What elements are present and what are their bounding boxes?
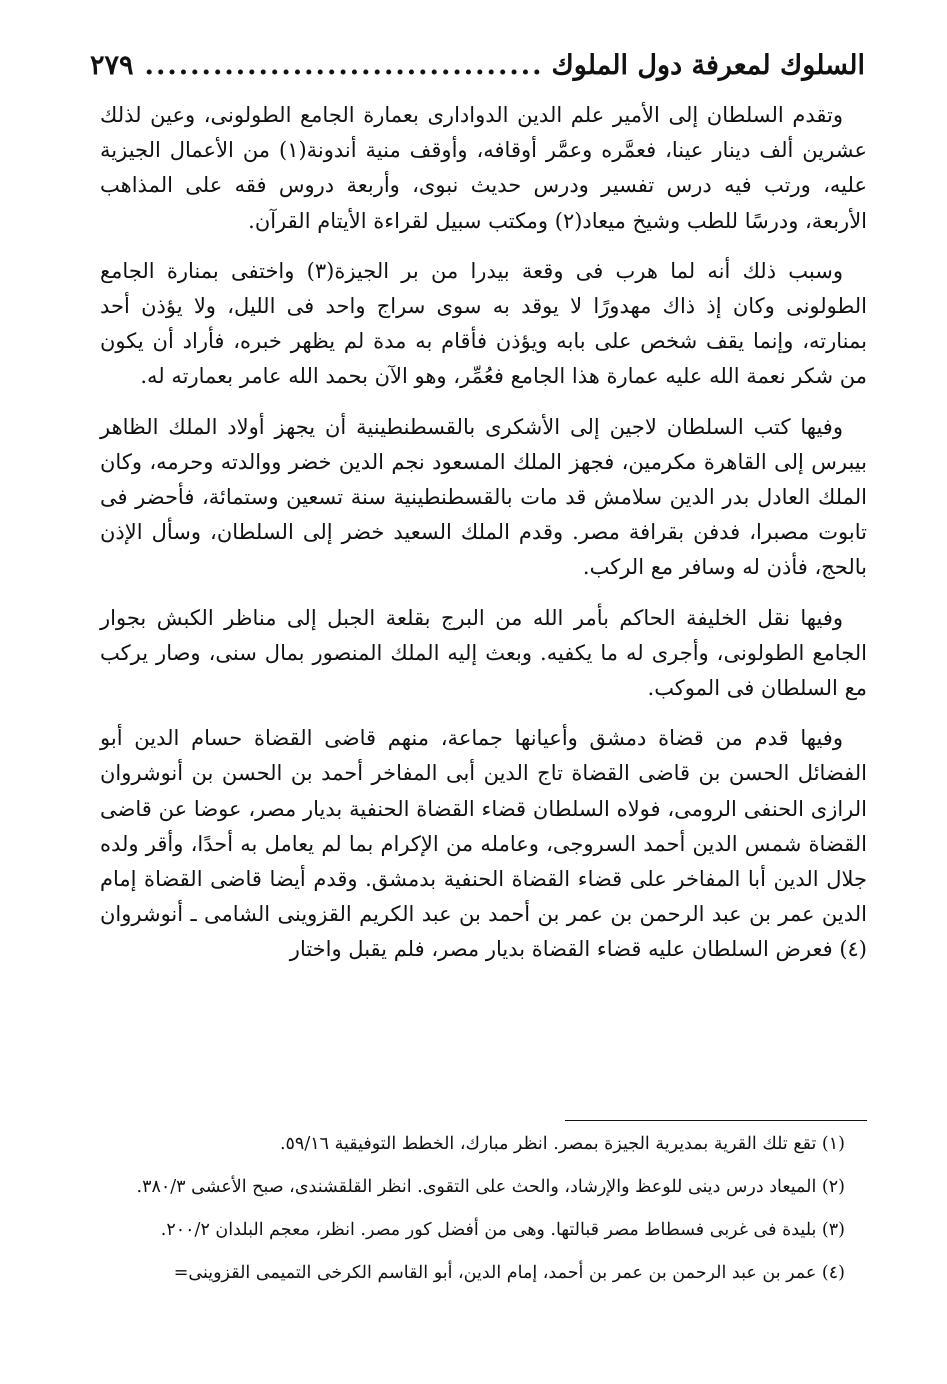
running-head-title: السلوك لمعرفة دول الملوك [551, 50, 865, 81]
paragraph: وفيها قدم من قضاة دمشق وأعيانها جماعة، منهم قاضى القضاة حسام الدين أبو الفضائل الحسن بن قاضى القضاة تاج الدين أبى المفاخر أحمد بن الحسن بن أنوشروان الرازى الحنفى الرومى، فولاه السلطان قضاء القضاة الحنفية بديار مصر، عوضا عن قاضى القضاة شمس الدين أحمد السروجى، وعامله من الإكرام بما لم يعامل به أحدًا، وأقر ولده جلال الدين أبا المفاخر على قضاء القضاة الحنفية بدمشق. وقدم أيضا قاضى القضاة إمام الدين عمر بن عبد الرحمن بن عمر بن أحمد بن عبد الكريم القزوينى الشامى ـ أنوشروان (٤) فعرض السلطان عليه قضاء القضاة بديار مصر، فلم يقبل واختار [100, 726, 867, 962]
paragraph: وتقدم السلطان إلى الأمير علم الدين الدوادارى بعمارة الجامع الطولونى، وعين لذلك عشرين ألف دينار عينا، فعمَّره وعمَّر أوقافه، وأوقف منية أندونة(١) من الأعمال الجيزية عليه، ورتب فيه درس تفسير ودرس حديث نبوى، وأربعة دروس فقه على المذاهب الأربعة، ودرسًا للطب وشيخ ميعاد(٢) ومكتب سبيل لقراءة الأيتام القرآن. [100, 103, 867, 233]
footnote: (٢) الميعاد درس دينى للوعظ والإرشاد، والحث على التقوى. انظر القلقشندى، صبح الأعشى ٣٨٠/٣. [136, 1177, 845, 1197]
page-number: ٢٧٩ [90, 50, 134, 81]
footnote: (٣) بليدة فى غربى فسطاط مصر قبالتها. وهى من أفضل كور مصر. انظر، معجم البلدان ٢٠٠/٢. [160, 1220, 845, 1240]
footnote-separator [565, 1120, 867, 1121]
running-head [90, 46, 865, 86]
footnotes [100, 1128, 867, 1300]
paragraph: وفيها نقل الخليفة الحاكم بأمر الله من البرج بقلعة الجبل إلى مناظر الكبش بجوار الجامع الطولونى، وأجرى له ما يكفيه. وبعث إليه الملك المنصور بمال سنى، وصار يركب مع السلطان فى الموكب. [100, 605, 867, 701]
footnote: (٤) عمر بن عبد الرحمن بن عمر بن أحمد، إمام الدين، أبو القاسم الكرخى التميمى القزوينى= [173, 1263, 845, 1283]
main-text [100, 98, 867, 983]
leader-dots [142, 46, 544, 86]
footnote: (١) تقع تلك القرية بمديرية الجيزة بمصر. انظر مبارك، الخطط التوفيقية ٥٩/١٦. [279, 1134, 845, 1154]
paragraph: وفيها كتب السلطان لاجين إلى الأشكرى بالقسطنطينية أن يجهز أولاد الملك الظاهر بيبرس إلى القاهرة مكرمين، فجهز الملك المسعود نجم الدين خضر ووالدته وحرمه، وكان الملك العادل بدر الدين سلامش قد مات بالقسطنطينية سنة تسعين وستمائة، فأحضر فى تابوت مصبرا، فدفن بقرافة مصر. وقدم الملك السعيد خضر إلى السلطان، وسأل الإذن بالحج، فأذن له وسافر مع الركب. [100, 414, 867, 580]
paragraph: وسبب ذلك أنه لما هرب فى وقعة بيدرا من بر الجيزة(٣) واختفى بمنارة الجامع الطولونى وكان إذ ذاك مهدورًا لا يوقد به سوى سراج واحد فى الليل، ولا يؤذن أحد بمنارته، وإنما يقف شخص على بابه ويؤذن فأقام به مدة لم يظهر خبره، فأراد أن يكون من شكر نعمة الله عليه عمارة هذا الجامع فعُمِّر، وهو الآن بحمد الله عامر بعمارته له. [100, 258, 867, 389]
